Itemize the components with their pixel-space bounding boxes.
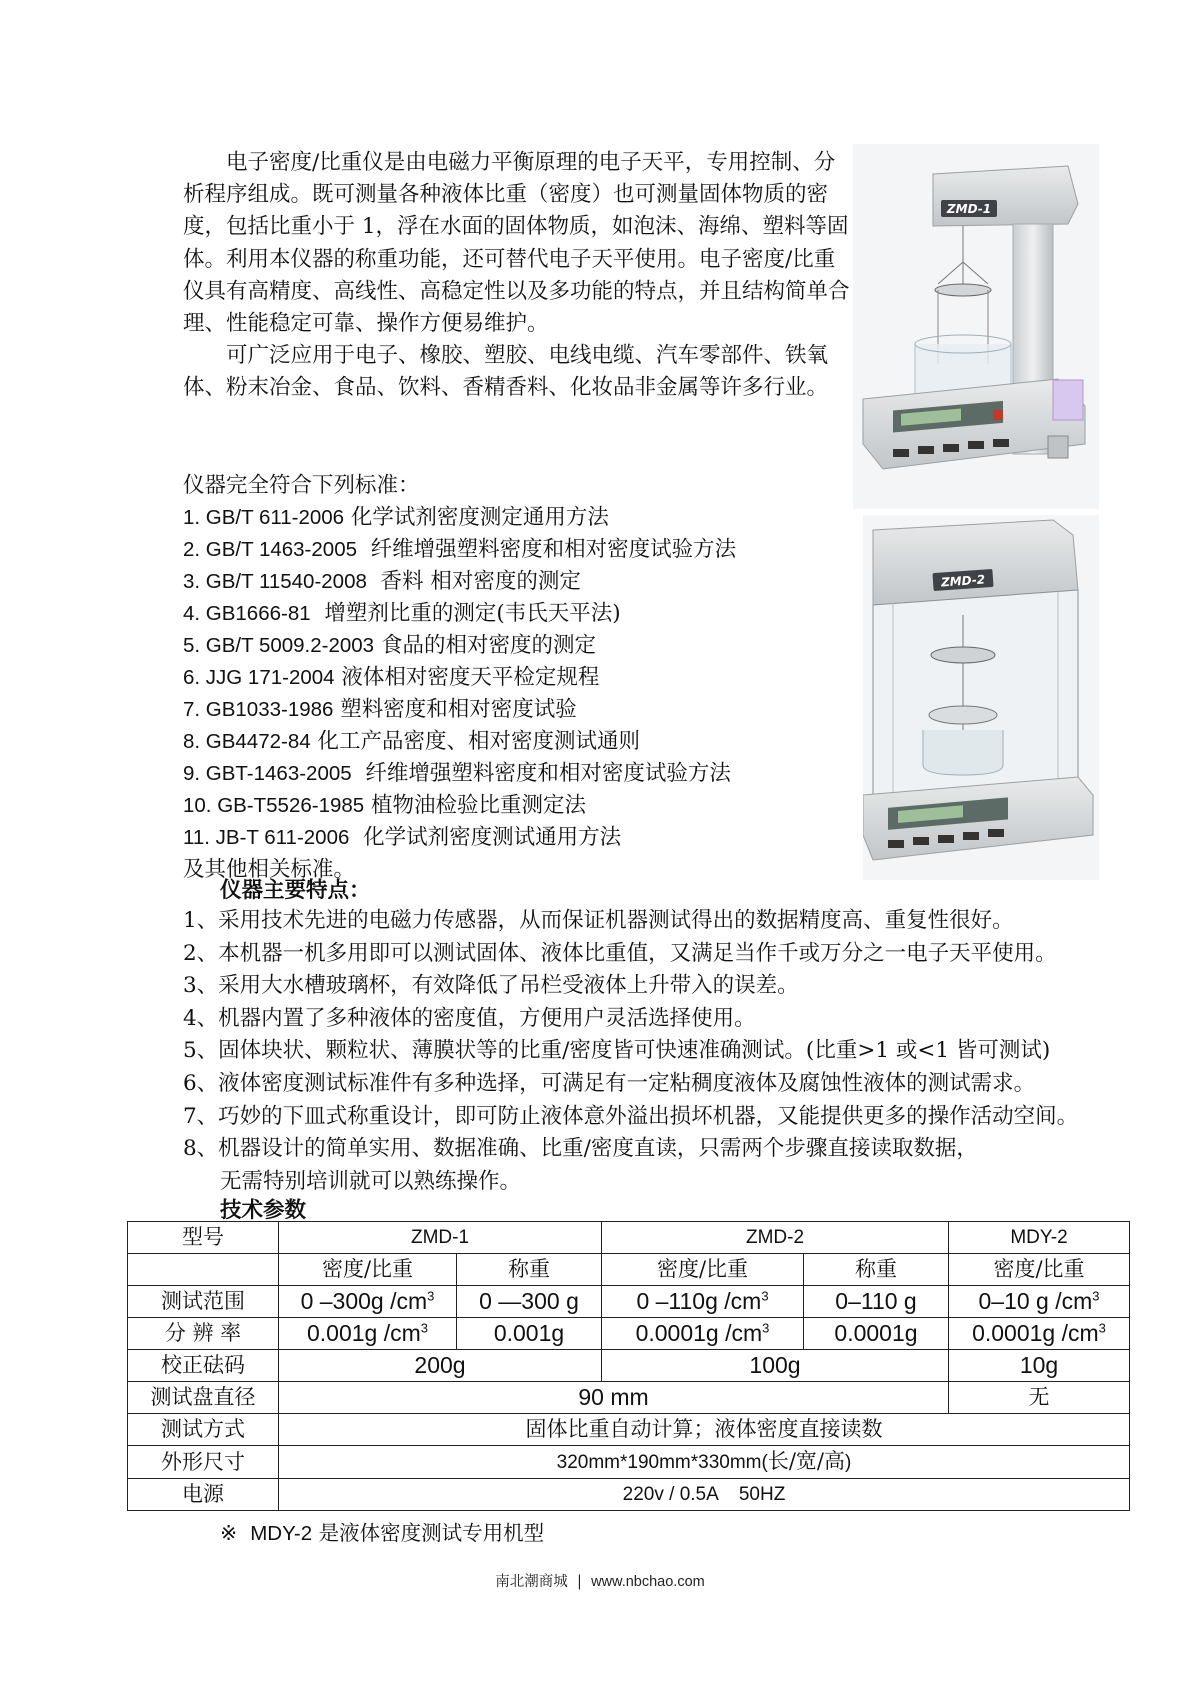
subheader-cell: 密度/比重 [279,1254,457,1286]
table-cell: 10g [949,1350,1130,1382]
table-cell: 100g [602,1350,949,1382]
footer-url[interactable]: www.nbchao.com [591,1574,705,1590]
table-cell: 0.0001g $/cm^3$ [949,1318,1130,1350]
table-row [128,1382,1130,1414]
standard-item: 8. GB4472-84 化工产品密度、相对密度测试通则 [183,729,641,754]
feature-item: 5、固体块状、颗粒状、薄膜状等的比重/密度皆可快速准确测试。(比重>1 或<1 皆可测试) [183,1038,1051,1064]
table-row [128,1414,1130,1446]
standard-item: 10. GB-T5526-1985 植物油检验比重测定法 [183,793,587,818]
page-footer [0,1570,1200,1591]
feature-item: 2、本机器一机多用即可以测试固体、液体比重值，又满足当作千或万分之一电子天平使用。 [183,940,1057,966]
standards-list [183,470,736,886]
table-cell: 320mm*190mm*330mm(长/宽/高) [279,1446,1130,1479]
feature-item: 1、采用技术先进的电磁力传感器，从而保证机器测试得出的数据精度高、重复性很好。 [183,908,1014,933]
table-row [128,1222,1130,1254]
intro-text [183,147,853,405]
table-cell: 200g [279,1350,602,1382]
zmd2-instrument-image [863,515,1099,880]
standard-item: 7. GB1033-1986 塑料密度和相对密度试验 [183,697,577,722]
table-cell: 0 –110g $/cm^3$ [602,1286,804,1318]
footer-separator: | [576,1574,582,1590]
row-label: 电源 [128,1479,279,1511]
table-row [128,1286,1130,1318]
zmd2-label: ZMD-2 [940,572,986,590]
row-label: 测试方式 [128,1414,279,1446]
subheader-cell: 密度/比重 [949,1254,1130,1286]
standards-heading: 仪器完全符合下列标准： [183,473,420,498]
standard-item: 4. GB1666-81 增塑剂比重的测定(韦氏天平法) [183,601,621,626]
standard-item: 3. GB/T 11540-2008 香料 相对密度的测定 [183,569,581,594]
table-cell: 0–10 g $/cm^3$ [949,1286,1130,1318]
footer-site: 南北潮商城 [495,1574,568,1590]
table-row [128,1254,1130,1286]
table-row [128,1446,1130,1479]
row-label: 测试范围 [128,1286,279,1318]
zmd1-photo [853,144,1099,509]
table-row [128,1318,1130,1350]
intro-paragraph-1: 电子密度/比重仪是由电磁力平衡原理的电子天平，专用控制、分析程序组成。既可测量各种液体比重（密度）也可测量固体物质的密度，包括比重小于 1，浮在水面的固体物质，如泡沫、海绵、塑料等固体。利用本仪器的称重功能，还可替代电子天平使用。电子密度/比重仪具有高精度、高线性、高稳定性以及多功能的特点，并且结构简单合理、性能稳定可靠、操作方便易维护。 [183,150,850,337]
feature-item: 4、机器内置了多种液体的密度值，方便用户灵活选择使用。 [183,1005,756,1031]
table-cell: 固体比重自动计算；液体密度直接读数 [279,1414,1130,1446]
table-cell: 0–110 g [804,1286,949,1318]
intro-paragraph-2: 可广泛应用于电子、橡胶、塑胶、电线电缆、汽车零部件、铁氧体、粉末冶金、食品、饮料、香精香料、化妆品非金属等许多行业。 [183,343,829,401]
table-cell: 0 —300 g [457,1286,602,1318]
features-title: 仪器主要特点： [220,878,371,903]
header-model: 型号 [128,1222,279,1254]
zmd1-label: ZMD-1 [946,202,992,216]
feature-item: 3、采用大水槽玻璃杯，有效降低了吊栏受液体上升带入的误差。 [183,973,799,999]
spec-table [127,1221,1130,1511]
standard-item: 9. GBT-1463-2005 纤维增强塑料密度和相对密度试验方法 [183,761,731,786]
table-cell: 0.001g [457,1318,602,1350]
subheader-cell: 密度/比重 [602,1254,804,1286]
zmd1-instrument-image [853,144,1099,509]
table-row [128,1350,1130,1382]
standard-item: 6. JJG 171-2004 液体相对密度天平检定规程 [183,665,600,690]
feature-item: 8、机器设计的简单实用、数据准确、比重/密度直读，只需两个步骤直接读取数据， [183,1136,978,1162]
row-label: 分 辨 率 [128,1318,279,1350]
subheader-cell: 称重 [804,1254,949,1286]
spec-note: ※ MDY-2 是液体密度测试专用机型 [220,1521,545,1545]
table-cell: 220v / 0.5A 50HZ [279,1479,1130,1511]
model-zmd2: ZMD-2 [602,1222,949,1254]
zmd2-photo [863,515,1099,880]
table-cell: 无 [949,1382,1130,1414]
table-cell: 0 –300g $/cm^3$ [279,1286,457,1318]
standard-item: 1. GB/T 611-2006 化学试剂密度测定通用方法 [183,505,609,530]
table-cell: 0.001g $/cm^3$ [279,1318,457,1350]
tech-title: 技术参数 [220,1198,307,1223]
model-zmd1: ZMD-1 [279,1222,602,1254]
standards-footer: 及其他相关标准。 [183,857,356,882]
feature-item: 7、巧妙的下皿式称重设计，即可防止液体意外溢出损坏机器，又能提供更多的操作活动空间。 [183,1103,1079,1129]
features-list [183,905,1078,1198]
table-row [128,1479,1130,1511]
row-label: 测试盘直径 [128,1382,279,1414]
standard-item: 11. JB-T 611-2006 化学试剂密度测试通用方法 [183,825,622,850]
standard-item: 5. GB/T 5009.2-2003 食品的相对密度的测定 [183,633,596,658]
model-mdy2: MDY-2 [949,1222,1130,1254]
feature-item-continuation: 无需特别培训就可以熟练操作。 [220,1168,522,1194]
table-cell: 0.0001g [804,1318,949,1350]
table-cell: 0.0001g $/cm^3$ [602,1318,804,1350]
subheader-cell: 称重 [457,1254,602,1286]
table-cell: 90 mm [279,1382,949,1414]
row-label: 外形尺寸 [128,1446,279,1479]
feature-item: 6、液体密度测试标准件有多种选择，可满足有一定粘稠度液体及腐蚀性液体的测试需求。 [183,1070,1036,1096]
standard-item: 2. GB/T 1463-2005 纤维增强塑料密度和相对密度试验方法 [183,537,737,562]
row-label: 校正砝码 [128,1350,279,1382]
